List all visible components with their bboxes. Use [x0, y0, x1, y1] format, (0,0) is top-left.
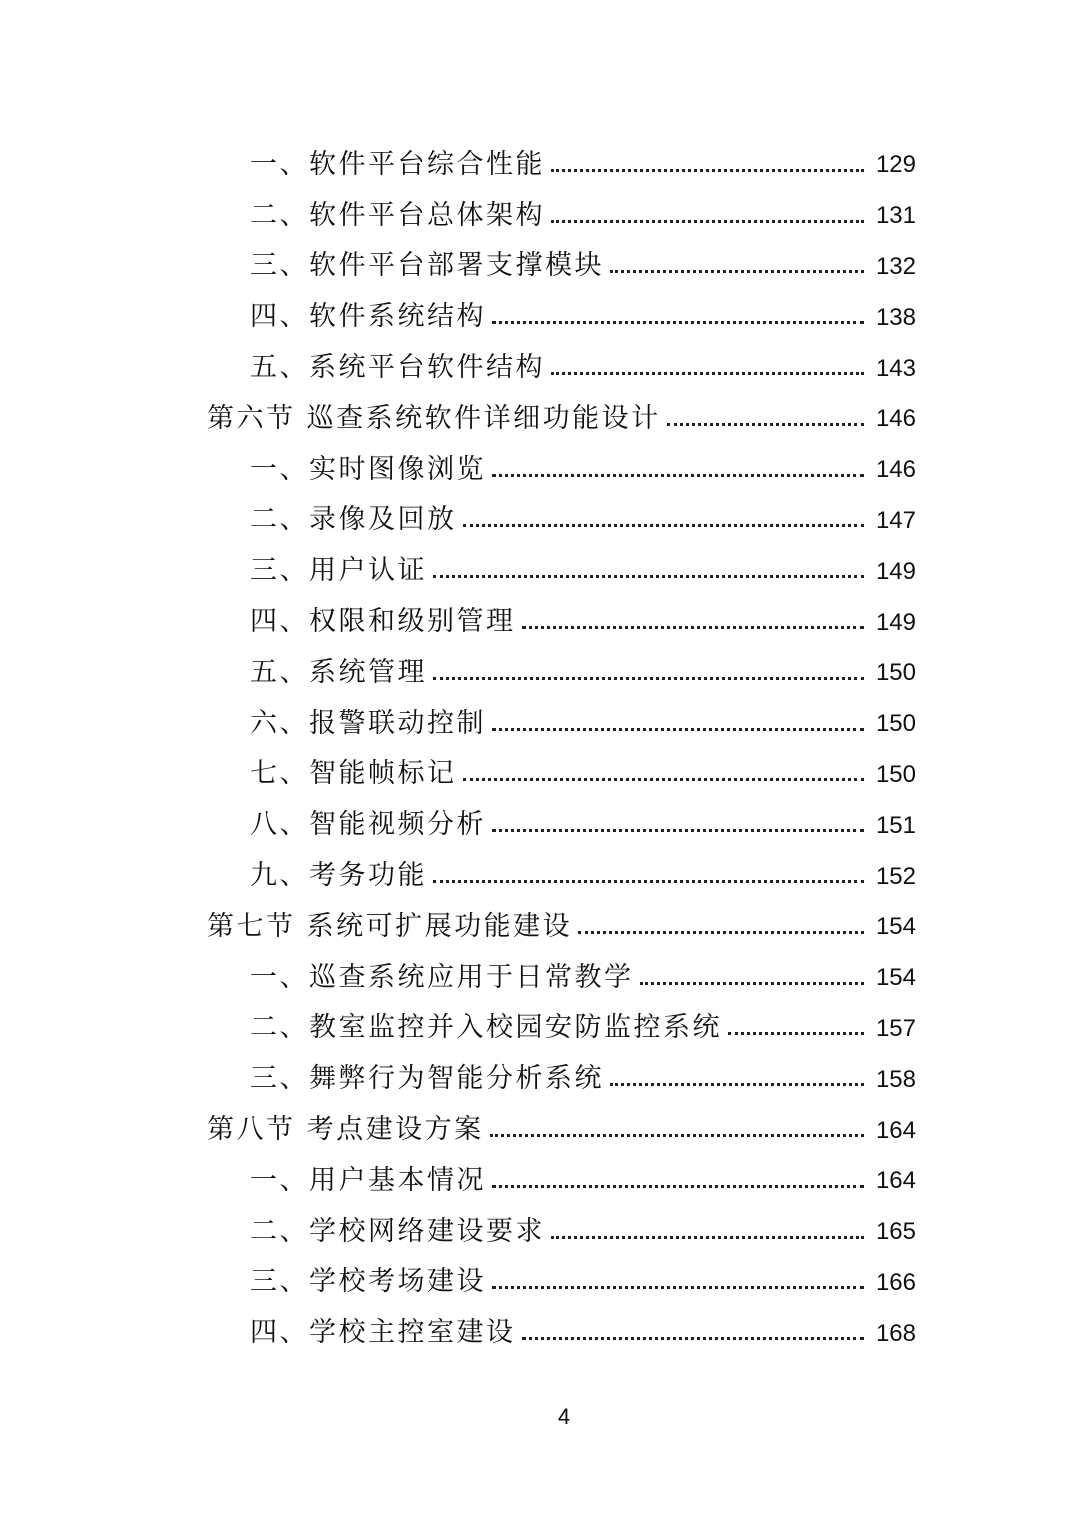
toc-entry-page: 154	[875, 913, 916, 941]
toc-entry-title: 四、软件系统结构	[250, 301, 486, 333]
toc-entry[interactable]	[0, 898, 1080, 949]
toc-entry[interactable]	[0, 949, 1080, 1000]
toc-dot-leader	[492, 321, 864, 324]
toc-dot-leader	[551, 1236, 864, 1239]
toc-entry-page: 149	[875, 557, 916, 585]
toc-entry-title: 三、软件平台部署支撑模块	[250, 250, 604, 282]
toc-entry[interactable]	[0, 593, 1080, 644]
toc-entry[interactable]	[0, 492, 1080, 543]
toc-entry-page: 152	[875, 862, 916, 890]
toc-dot-leader	[667, 423, 864, 426]
toc-dot-leader	[551, 169, 864, 172]
toc-entry-title: 二、学校网络建设要求	[250, 1215, 545, 1247]
toc-entry-page: 131	[875, 202, 916, 230]
toc-entry-title: 四、权限和级别管理	[250, 606, 516, 638]
toc-entry-page: 150	[875, 710, 916, 738]
toc-entry-title: 八、智能视频分析	[250, 809, 486, 841]
toc-entry-page: 143	[875, 354, 916, 382]
toc-entry[interactable]	[0, 1000, 1080, 1051]
toc-dot-leader	[728, 1032, 864, 1035]
toc-entry-title: 一、巡查系统应用于日常教学	[250, 961, 634, 993]
toc-entry-page: 150	[875, 760, 916, 788]
toc-entry-title: 六、报警联动控制	[250, 707, 486, 739]
toc-entry[interactable]	[0, 238, 1080, 289]
table-of-contents	[0, 136, 1080, 1355]
toc-entry-title: 第七节 系统可扩展功能建设	[207, 910, 573, 942]
toc-entry-page: 166	[875, 1268, 916, 1296]
toc-dot-leader	[610, 270, 864, 273]
toc-entry-title: 七、智能帧标记	[250, 758, 457, 790]
toc-dot-leader	[551, 372, 864, 375]
toc-dot-leader	[433, 677, 864, 680]
toc-entry[interactable]	[0, 1203, 1080, 1254]
toc-dot-leader	[492, 728, 864, 731]
toc-entry[interactable]	[0, 542, 1080, 593]
toc-entry[interactable]	[0, 390, 1080, 441]
toc-dot-leader	[490, 1134, 864, 1137]
toc-entry-page: 138	[875, 303, 916, 331]
toc-dot-leader	[492, 474, 864, 477]
toc-entry[interactable]	[0, 187, 1080, 238]
toc-entry-title: 五、系统平台软件结构	[250, 352, 545, 384]
toc-entry-page: 151	[875, 811, 916, 839]
toc-entry[interactable]	[0, 746, 1080, 797]
toc-entry[interactable]	[0, 441, 1080, 492]
toc-entry[interactable]	[0, 1254, 1080, 1305]
toc-dot-leader	[492, 1286, 864, 1289]
toc-entry-title: 五、系统管理	[250, 656, 427, 688]
toc-entry-page: 168	[875, 1319, 916, 1347]
toc-entry-page: 146	[875, 405, 916, 433]
toc-dot-leader	[492, 1185, 864, 1188]
toc-entry[interactable]	[0, 1152, 1080, 1203]
toc-entry-title: 二、教室监控并入校园安防监控系统	[250, 1012, 722, 1044]
toc-entry-page: 164	[875, 1116, 916, 1144]
toc-entry-page: 158	[875, 1065, 916, 1093]
toc-dot-leader	[522, 626, 865, 629]
toc-entry-page: 129	[875, 151, 916, 179]
toc-dot-leader	[433, 575, 864, 578]
toc-entry[interactable]	[0, 339, 1080, 390]
toc-dot-leader	[610, 1083, 864, 1086]
toc-entry-title: 一、用户基本情况	[250, 1164, 486, 1196]
toc-entry[interactable]	[0, 1050, 1080, 1101]
toc-entry-page: 147	[875, 506, 916, 534]
toc-entry-title: 三、学校考场建设	[250, 1266, 486, 1298]
toc-entry-title: 九、考务功能	[250, 860, 427, 892]
toc-dot-leader	[463, 524, 865, 527]
toc-entry-title: 第六节 巡查系统软件详细功能设计	[207, 402, 661, 434]
toc-entry-title: 第八节 考点建设方案	[207, 1114, 484, 1146]
toc-dot-leader	[640, 982, 865, 985]
toc-entry-title: 一、软件平台综合性能	[250, 148, 545, 180]
toc-entry-title: 三、用户认证	[250, 555, 427, 587]
toc-entry-page: 154	[875, 964, 916, 992]
toc-entry-title: 四、学校主控室建设	[250, 1317, 516, 1349]
toc-entry[interactable]	[0, 288, 1080, 339]
toc-entry[interactable]	[0, 847, 1080, 898]
toc-dot-leader	[492, 829, 864, 832]
toc-dot-leader	[433, 880, 864, 883]
toc-entry-page: 150	[875, 659, 916, 687]
toc-entry[interactable]	[0, 644, 1080, 695]
toc-entry[interactable]	[0, 136, 1080, 187]
toc-entry-page: 132	[875, 252, 916, 280]
toc-entry-title: 一、实时图像浏览	[250, 453, 486, 485]
toc-entry-title: 三、舞弊行为智能分析系统	[250, 1063, 604, 1095]
toc-dot-leader	[551, 220, 864, 223]
toc-entry-page: 146	[875, 456, 916, 484]
toc-entry-title: 二、软件平台总体架构	[250, 199, 545, 231]
toc-dot-leader	[522, 1337, 865, 1340]
toc-entry[interactable]	[0, 695, 1080, 746]
toc-entry-page: 165	[875, 1218, 916, 1246]
toc-entry-page: 157	[875, 1014, 916, 1042]
toc-entry-title: 二、录像及回放	[250, 504, 457, 536]
toc-entry-page: 164	[875, 1167, 916, 1195]
toc-entry[interactable]	[0, 1304, 1080, 1355]
toc-entry[interactable]	[0, 796, 1080, 847]
toc-entry-page: 149	[875, 608, 916, 636]
toc-entry[interactable]	[0, 1101, 1080, 1152]
page-number: 4	[557, 1404, 571, 1429]
toc-dot-leader	[578, 931, 864, 934]
toc-dot-leader	[463, 778, 865, 781]
